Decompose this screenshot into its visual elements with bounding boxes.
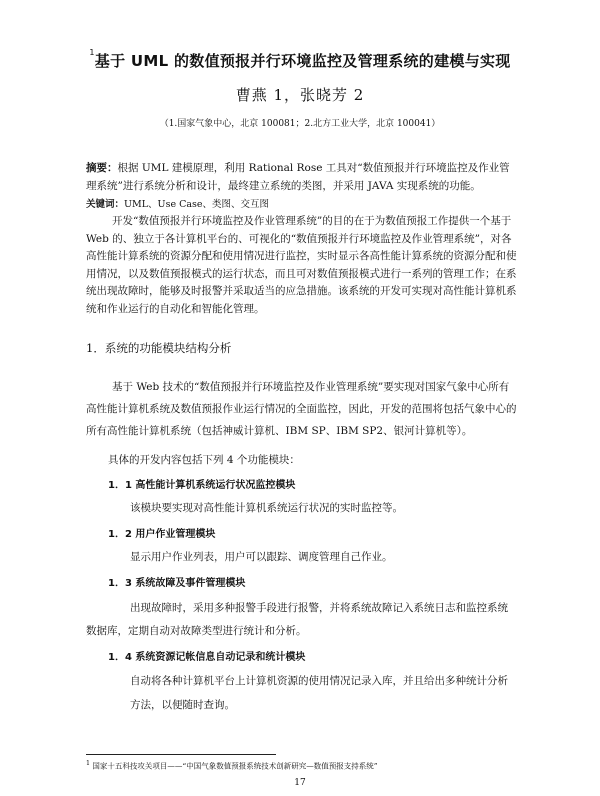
abstract-label: 摘要： — [86, 162, 118, 174]
authors: 曹燕 1，张晓芳 2 — [235, 86, 365, 104]
keywords — [86, 196, 518, 214]
title-text: 基于 UML 的数值预报并行环境监控及管理系统的建模与实现 — [94, 52, 511, 70]
footnote-marker: 1 — [86, 760, 90, 767]
keywords-label: 关键词： — [86, 199, 125, 210]
module-1-text: 该模块要实现对高性能计算机系统运行状况的实时监控等。 — [130, 502, 403, 514]
module-3-title: 1．3 系统故障及事件管理模块 — [108, 578, 246, 589]
paper-title — [0, 50, 600, 71]
footnote-divider — [86, 754, 276, 755]
abstract — [86, 160, 518, 195]
module-2-title: 1．2 用户作业管理模块 — [108, 529, 216, 540]
modules-intro: 具体的开发内容包括下列 4 个功能模块： — [108, 454, 300, 466]
intro-paragraph: 开发“数值预报并行环境监控及作业管理系统”的目的在于为数值预报工作提供一个基于 Web 的、独立于各计算机平台的、可视化的“数值预报并行环境监控及作业管理系统”，对各高性能计算系统的资源分配和使用情况进行监控，实时显示各高性能计算系统的资源分配和使用情况，以及数值预报模式的运行状态，而且可对数值预报模式进行一系列的管理工作；在系统出现故障时，能够及时报警并采取适当的应急措施。该系统的开发可实现对高性能计算机系统和作业运行的自动化和智能化管理。 — [86, 215, 517, 315]
module-3-text-line-2: 数据库，定期自动对故障类型进行统计和分析。 — [86, 625, 307, 637]
page-number: 17 — [294, 778, 306, 788]
footnote — [86, 760, 378, 772]
module-4-text-line-1: 自动将各种计算机平台上计算机资源的使用情况记录入库，并且给出多种统计分析 — [130, 675, 508, 687]
module-4-title: 1．4 系统资源记帐信息自动记录和统计模块 — [108, 652, 306, 663]
keywords-text: UML、Use Case、类图、交互图 — [124, 199, 270, 210]
affiliation: （1.国家气象中心，北京 100081；2.北方工业大学，北京 100041） — [159, 119, 441, 129]
abstract-text: 根据 UML 建模原理，利用 Rational Rose 工具对“数值预报并行环境监控及作业管理系统”进行系统分析和设计，最终建立系统的类图，并采用 JAVA 实现系统的功能。 — [86, 162, 510, 192]
section-1-paragraph: 基于 Web 技术的“数值预报并行环境监控及作业管理系统”要实现对国家气象中心所有高性能计算机系统及数值预报作业运行情况的全面监控，因此，开发的范围将包括气象中心的所有高性能计算机系统（包括神威计算机、IBM SP、IBM SP2、银河计算机等）。 — [86, 381, 517, 437]
module-3-text-line-1: 出现故障时，采用多种报警手段进行报警，并将系统故障记入系统日志和监控系统 — [130, 602, 508, 614]
title-footnote-marker: 1 — [89, 48, 95, 57]
section-1-heading: 1．系统的功能模块结构分析 — [86, 341, 232, 355]
module-1-title: 1．1 高性能计算机系统运行状况监控模块 — [108, 480, 296, 491]
module-4-text-line-2: 方法，以便随时查询。 — [130, 699, 235, 711]
footnote-text: 国家十五科技攻关项目——“中国气象数值预报系统技术创新研究—数值预报支持系统” — [92, 761, 378, 771]
module-2-text: 显示用户作业列表，用户可以跟踪、调度管理自己作业。 — [130, 551, 393, 563]
